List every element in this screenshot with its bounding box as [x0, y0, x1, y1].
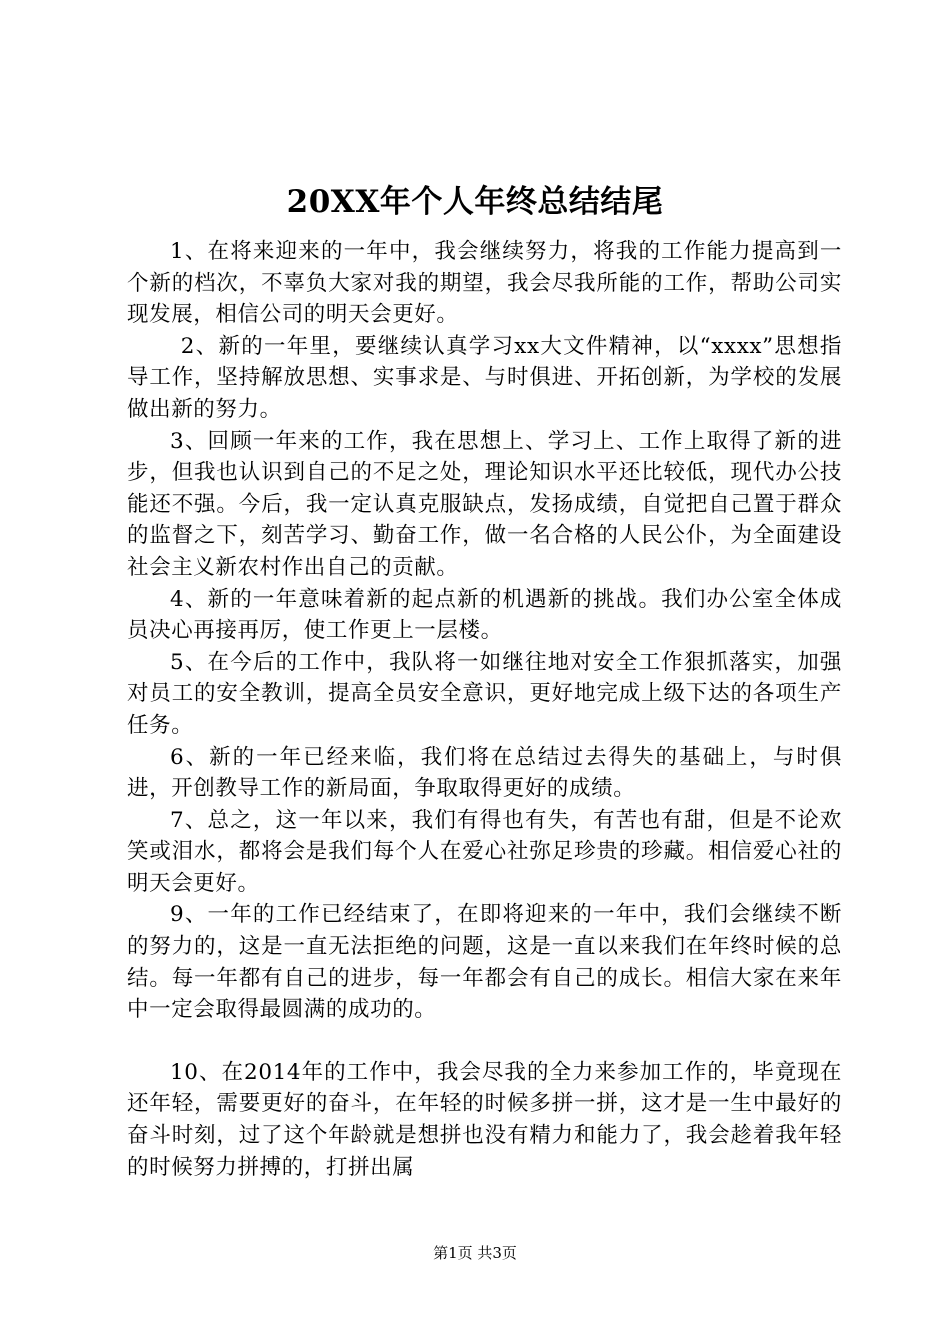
paragraph-7: 7、总之，这一年以来，我们有得也有失，有苦也有甜，但是不论欢笑或泪水，都将会是我们每个人在爱心社弥足珍贵的珍藏。相信爱心社的明天会更好。 [127, 807, 842, 896]
page-number-footer: 第1页 共3页 [433, 1244, 517, 1262]
paragraph-4: 4、新的一年意味着新的起点新的机遇新的挑战。我们办公室全体成员决心再接再厉，使工作更上一层楼。 [127, 586, 842, 644]
paragraph-1: 1、在将来迎来的一年中，我会继续努力，将我的工作能力提高到一个新的档次，不辜负大家对我的期望，我会尽我所能的工作，帮助公司实现发展，相信公司的明天会更好。 [127, 239, 842, 328]
document-title: 20XX年个人年终总结结尾 [286, 184, 664, 220]
paragraph-2: 2、新的一年里，要继续认真学习xx大文件精神，以“xxxx”思想指导工作，坚持解放思想、实事求是、与时俱进、开拓创新，为学校的发展做出新的努力。 [127, 333, 842, 422]
paragraph-5: 5、在今后的工作中，我队将一如继往地对安全工作狠抓落实，加强对员工的安全教训，提高全员安全意识，更好地完成上级下达的各项生产任务。 [127, 649, 842, 738]
document-body [127, 236, 842, 1183]
paragraph-9: 9、一年的工作已经结束了，在即将迎来的一年中，我们会继续不断的努力的，这是一直无法拒绝的问题，这是一直以来我们在年终时候的总结。每一年都有自己的进步，每一年都会有自己的成长。相信大家在来年中一定会取得最圆满的成功的。 [127, 902, 842, 1023]
paragraph-3: 3、回顾一年来的工作，我在思想上、学习上、工作上取得了新的进步，但我也认识到自己的不足之处，理论知识水平还比较低，现代办公技能还不强。今后，我一定认真克服缺点，发扬成绩，自觉把自己置于群众的监督之下，刻苦学习、勤奋工作，做一名合格的人民公仆，为全面建设社会主义新农村作出自己的贡献。 [127, 428, 842, 580]
paragraph-10: 10、在2014年的工作中，我会尽我的全力来参加工作的，毕竟现在还年轻，需要更好的奋斗，在年轻的时候多拼一拼，这才是一生中最好的奋斗时刻，过了这个年龄就是想拼也没有精力和能力了，我会趁着我年轻的时候努力拼搏的，打拼出属 [127, 1059, 842, 1180]
paragraph-6: 6、新的一年已经来临，我们将在总结过去得失的基础上，与时俱进，开创教导工作的新局面，争取取得更好的成绩。 [127, 744, 842, 802]
